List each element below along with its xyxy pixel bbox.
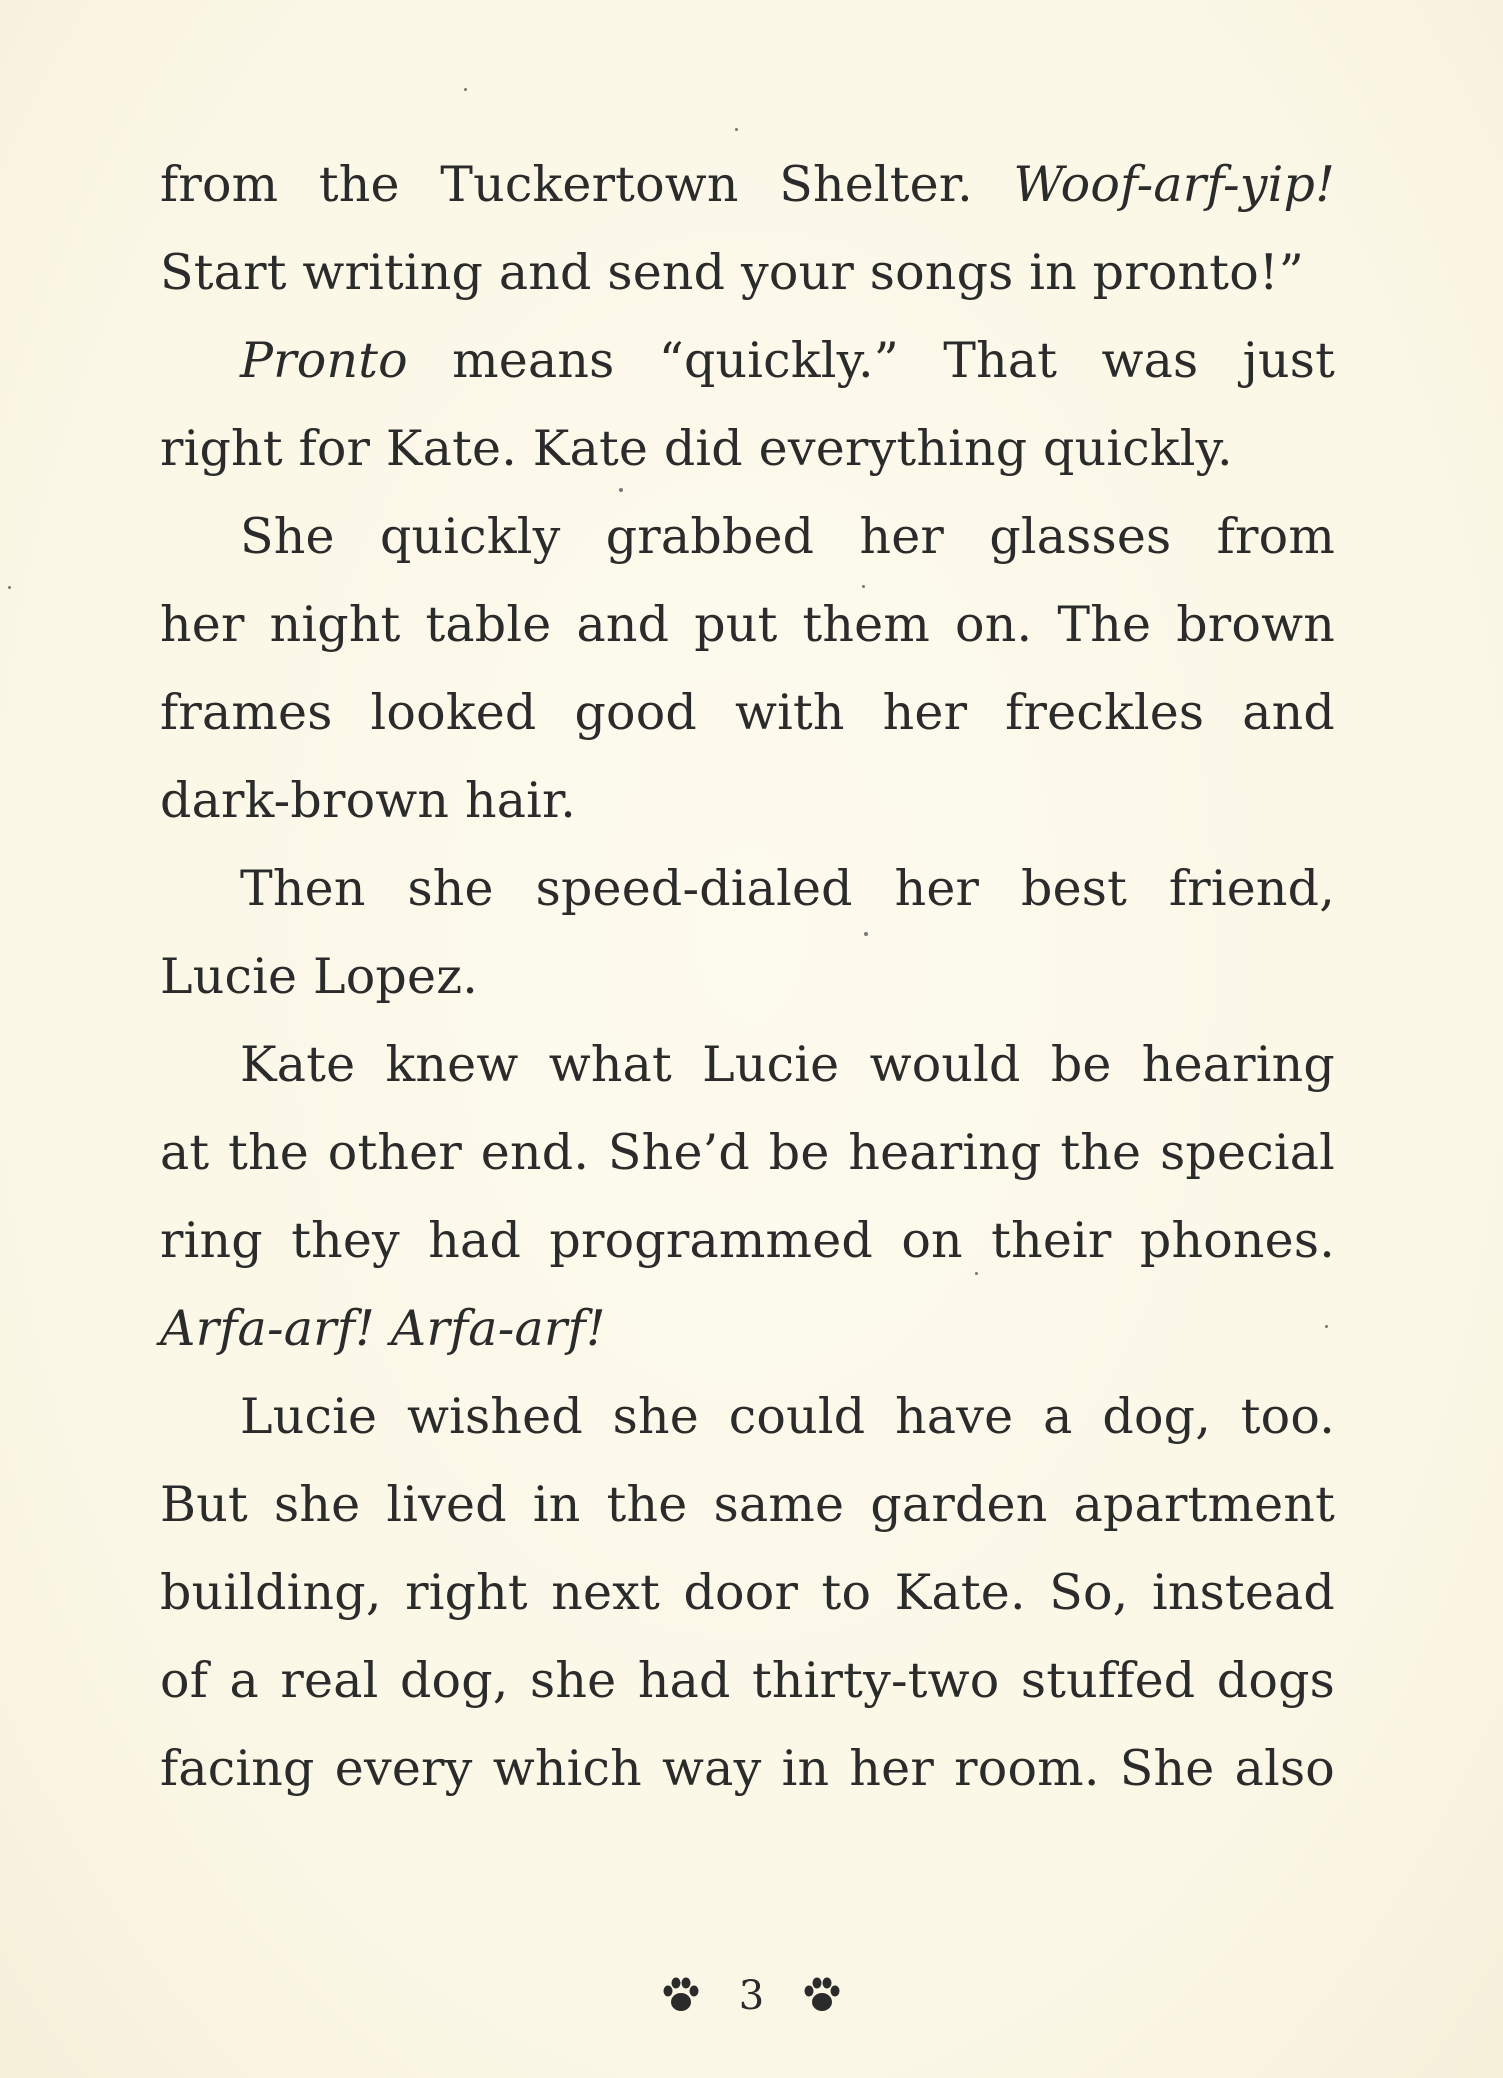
italic-text: Pronto: [240, 332, 408, 389]
text-line: [160, 1644, 1335, 1732]
text-run: at the other end. She’d be hearing the special: [160, 1124, 1335, 1181]
paper-speck: [862, 585, 865, 588]
text-run: of a real dog, she had thirty-two stuffed dogs: [160, 1652, 1335, 1709]
paw-print-icon: [659, 1974, 703, 2018]
italic-text: Arfa-arf! Arfa-arf!: [160, 1300, 606, 1357]
text-run: means “quickly.” That was just: [407, 332, 1335, 389]
text-run: Kate knew what Lucie would be hearing: [240, 1036, 1335, 1093]
text-run: ring they had programmed on their phones.: [160, 1212, 1335, 1269]
body-text: [160, 148, 1335, 1820]
text-line: [160, 588, 1335, 676]
text-line: [160, 1116, 1335, 1204]
text-line: [160, 1468, 1335, 1556]
text-run: facing every which way in her room. She also: [160, 1740, 1335, 1797]
text-line: [160, 324, 1335, 412]
paper-speck: [735, 128, 738, 131]
page-number: 3: [738, 1973, 765, 2019]
paper-speck: [975, 1272, 978, 1275]
paper-speck: [864, 932, 868, 936]
text-line: [160, 1028, 1335, 1116]
text-line: [160, 1292, 1335, 1380]
text-line: [160, 852, 1335, 940]
text-line: [160, 236, 1335, 324]
text-line: [160, 1204, 1335, 1292]
text-run: building, right next door to Kate. So, instead: [160, 1564, 1335, 1621]
paper-speck: [619, 488, 623, 492]
italic-text: Woof-arf-yip!: [1013, 156, 1335, 213]
text-line: [160, 148, 1335, 236]
text-run: She quickly grabbed her glasses from: [240, 508, 1335, 565]
text-line: [160, 676, 1335, 764]
text-line: [160, 764, 1335, 852]
text-line: [160, 1556, 1335, 1644]
text-run: dark-brown hair.: [160, 772, 577, 829]
text-run: her night table and put them on. The brown: [160, 596, 1335, 653]
text-line: [160, 412, 1335, 500]
text-run: from the Tuckertown Shelter.: [160, 156, 1014, 213]
paper-speck: [464, 88, 467, 91]
text-run: right for Kate. Kate did everything quickly.: [160, 420, 1233, 477]
text-run: Start writing and send your songs in pronto!”: [160, 244, 1305, 301]
text-line: [160, 1380, 1335, 1468]
paw-print-icon: [800, 1974, 844, 2018]
paper-speck: [1325, 1325, 1328, 1328]
page-footer: [0, 1966, 1503, 2026]
text-line: [160, 500, 1335, 588]
text-line: [160, 1732, 1335, 1820]
text-run: But she lived in the same garden apartment: [160, 1476, 1335, 1533]
text-run: Then she speed-dialed her best friend,: [240, 860, 1335, 917]
text-run: frames looked good with her freckles and: [160, 684, 1335, 741]
text-run: Lucie Lopez.: [160, 948, 478, 1005]
paper-speck: [8, 586, 11, 589]
text-run: Lucie wished she could have a dog, too.: [240, 1388, 1335, 1445]
text-line: [160, 940, 1335, 1028]
